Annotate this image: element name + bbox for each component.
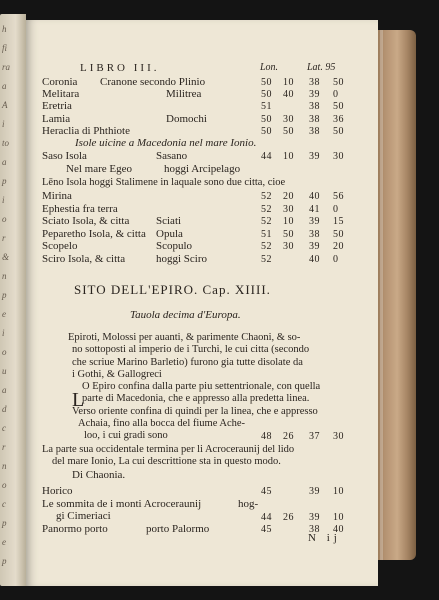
coordinate-value: 39 [309,89,320,101]
left-page-fragment: c [2,499,6,509]
coordinate-value: 15 [333,216,344,228]
egeo-name: Nel mare Egeo [66,163,132,175]
coordinate-value: 40 [309,191,320,202]
horico-name: Horico [42,485,73,497]
coordinate-value: 50 [333,101,344,113]
coordinate-value: 56 [333,191,344,202]
place-name: Peparetho Isola, & citta [42,227,146,240]
paragraph-line: del mare Ionio, La cui descrittione sta in questo modo. [52,456,281,468]
left-page-fragment: ra [2,62,11,72]
sommita-line1: Le sommita de i monti Acroceraunij [42,498,202,510]
left-page-fragment: p [2,556,7,566]
panormo-lat-min: 40 [333,524,344,535]
coordinate-value: 41 [309,203,320,215]
place-note: Scopulo [156,240,193,253]
acheloo-lon-min: 26 [283,431,294,442]
left-page-fragment: d [2,404,7,414]
isole-heading: Isole uicine a Macedonia nel mare Ionio. [75,137,257,149]
left-page-fragment: o [2,347,7,357]
paragraph-line: Achaia, fino alla bocca del fiume Ache- [78,417,246,429]
coordinate-value: 50 [333,125,344,137]
horico-lat-deg: 39 [309,486,320,497]
place-name: Ephestia fra terra [42,202,118,215]
tavola-caption: Tauola decima d'Europa. [130,309,241,321]
left-page-fragment: o [2,214,7,224]
left-page-fragment: u [2,366,7,376]
book-page [26,20,378,586]
coordinate-value: 52 [261,191,272,202]
coordinate-value: 10 [283,77,294,88]
saso-name: Saso Isola [42,150,87,162]
left-page-fragment: a [2,157,7,167]
paragraph-line: Verso oriente confina di quindi per la linea, che e appresso [72,405,318,417]
sommita-lat-deg: 39 [309,512,320,523]
left-page-fragment: a [2,385,7,395]
coordinate-value: 20 [333,241,344,253]
latitude-header: Lat. 95 [307,62,336,73]
coordinate-value: 50 [283,228,294,240]
panormo-lon-deg: 45 [261,524,272,535]
sommita-lat-min: 10 [333,512,344,523]
coordinate-value: 30 [283,113,294,125]
coordinate-value: 38 [309,228,320,240]
coordinate-value: 52 [261,241,272,253]
place-name: Lamia [42,112,71,125]
place-name: Coronia [42,76,78,88]
coordinate-value: 50 [283,125,294,137]
saso-note: Sasano [156,150,188,162]
coordinate-value: 52 [261,254,272,265]
left-page-fragment: & [2,252,10,262]
paragraph-line: i Gothi, & Gallogreci [72,368,162,380]
drop-cap: L [72,389,85,411]
chaonia-heading: Di Chaonia. [72,469,126,481]
left-page-fragment: i [2,328,5,338]
coordinate-value: 50 [261,77,272,88]
coordinate-value: 30 [283,203,294,215]
coordinate-value: 40 [283,89,294,101]
running-head: LIBRO III. [80,62,160,74]
place-note: Sciati [156,215,182,228]
section-title: SITO DELL'EPIRO. Cap. XIIII. [74,282,271,297]
left-page-fragment: n [2,461,7,471]
coordinate-value: 20 [283,191,294,202]
place-note: Domochi [166,112,207,125]
left-page-fragment: A [2,100,8,110]
sommita-lon-min: 26 [283,512,294,523]
panormo-name: Panormo porto [42,523,108,535]
place-name: Sciato Isola, & citta [42,215,130,228]
left-page-fragment: p [2,518,7,528]
panormo-note: porto Palormo [146,523,210,535]
coordinate-value: 51 [261,228,272,240]
paragraph-line: no sottoposti al imperio de i Turchi, le cui citta (secondo [72,344,310,356]
coordinate-value: 50 [261,113,272,125]
acheloo-lat-min: 30 [333,431,344,442]
coordinate-value: 50 [333,77,344,88]
panormo-lat-deg: 38 [309,524,320,535]
left-page-fragment: fi [2,43,8,53]
book-spine [374,30,416,560]
saso-lat-min: 30 [333,151,344,162]
left-page-fragment: i [2,119,5,129]
longitude-header: Lon. [260,62,279,73]
left-page-edge [0,14,26,586]
coordinate-value: 38 [309,101,320,113]
left-page-fragment: e [2,537,6,547]
left-page-fragment: a [2,81,7,91]
horico-lat-min: 10 [333,486,344,497]
saso-lon-deg: 44 [261,151,272,162]
coordinate-value: 0 [333,89,339,101]
left-page-fragment: p [2,176,7,186]
coordinate-value: 38 [309,113,320,125]
paragraph-line: O Epiro confina dalla parte piu settentrionale, con quella [82,381,321,392]
place-note: hoggi Sciro [156,253,208,265]
paragraph-line: Epiroti, Molossi per auanti, & parimente Chaoni, & so- [68,332,301,343]
left-page-fragment: r [2,233,6,243]
horico-lon-deg: 45 [261,486,272,497]
coordinate-value: 52 [261,216,272,228]
sommita-note: hog- [238,498,259,510]
coordinate-value: 52 [261,203,272,215]
saso-lat-deg: 39 [309,151,320,162]
coordinate-value: 0 [333,254,339,265]
left-page-fragment: c [2,423,6,433]
left-page-fragment: h [2,24,7,34]
coordinate-value: 30 [283,241,294,253]
place-note: Opula [156,227,183,240]
coordinate-value: 50 [261,89,272,101]
paragraph-line: La parte sua occidentale termina per li Acroceraunij del lido [42,444,295,455]
coordinate-value: 38 [309,77,320,88]
left-page-fragment: p [2,290,7,300]
leno-line: Lēno Isola hoggi Stalimene in laquale sono due citta, cioe [42,177,286,188]
coordinate-value: 10 [283,216,294,228]
paragraph-line: che scriue Marino Barletio) furono gia tutte disolate da [72,356,303,368]
coordinate-value: 38 [309,125,320,137]
sommita-lon-deg: 44 [261,512,272,523]
egeo-note: hoggi Arcipelago [164,163,241,175]
acheloo-lon-deg: 48 [261,431,272,442]
saso-lon-min: 10 [283,151,294,162]
paragraph-line: loo, i cui gradi sono [84,430,168,442]
place-name: Melitara [42,88,80,101]
place-name: Sciro Isola, & citta [42,253,126,265]
left-page-fragment: n [2,271,7,281]
place-name: Heraclia di Phthiote [42,124,130,137]
place-name: Mirina [42,190,72,202]
acheloo-lat-deg: 37 [309,431,320,442]
coordinate-value: 51 [261,101,272,113]
left-page-fragment: o [2,480,7,490]
paragraph-line: parte di Macedonia, che e appresso alla predetta linea. [82,393,310,405]
left-page-fragment: r [2,442,6,452]
place-name: Scopelo [42,240,78,253]
sommita-line2: gi Cimeriaci [56,510,111,522]
place-note: Cranone secondo Plinio [100,76,206,88]
coordinate-value: 39 [309,241,320,253]
coordinate-value: 36 [333,113,344,125]
coordinate-value: 50 [261,125,272,137]
signature-mark: N ij [308,532,341,544]
place-note: Militrea [166,88,202,101]
left-page-fragment: e [2,309,6,319]
left-page-fragment: i [2,195,5,205]
place-name: Eretria [42,100,72,113]
coordinate-value: 0 [333,203,339,215]
coordinate-value: 40 [309,254,320,265]
left-page-fragment: to [2,138,10,148]
coordinate-value: 39 [309,216,320,228]
coordinate-value: 50 [333,228,344,240]
